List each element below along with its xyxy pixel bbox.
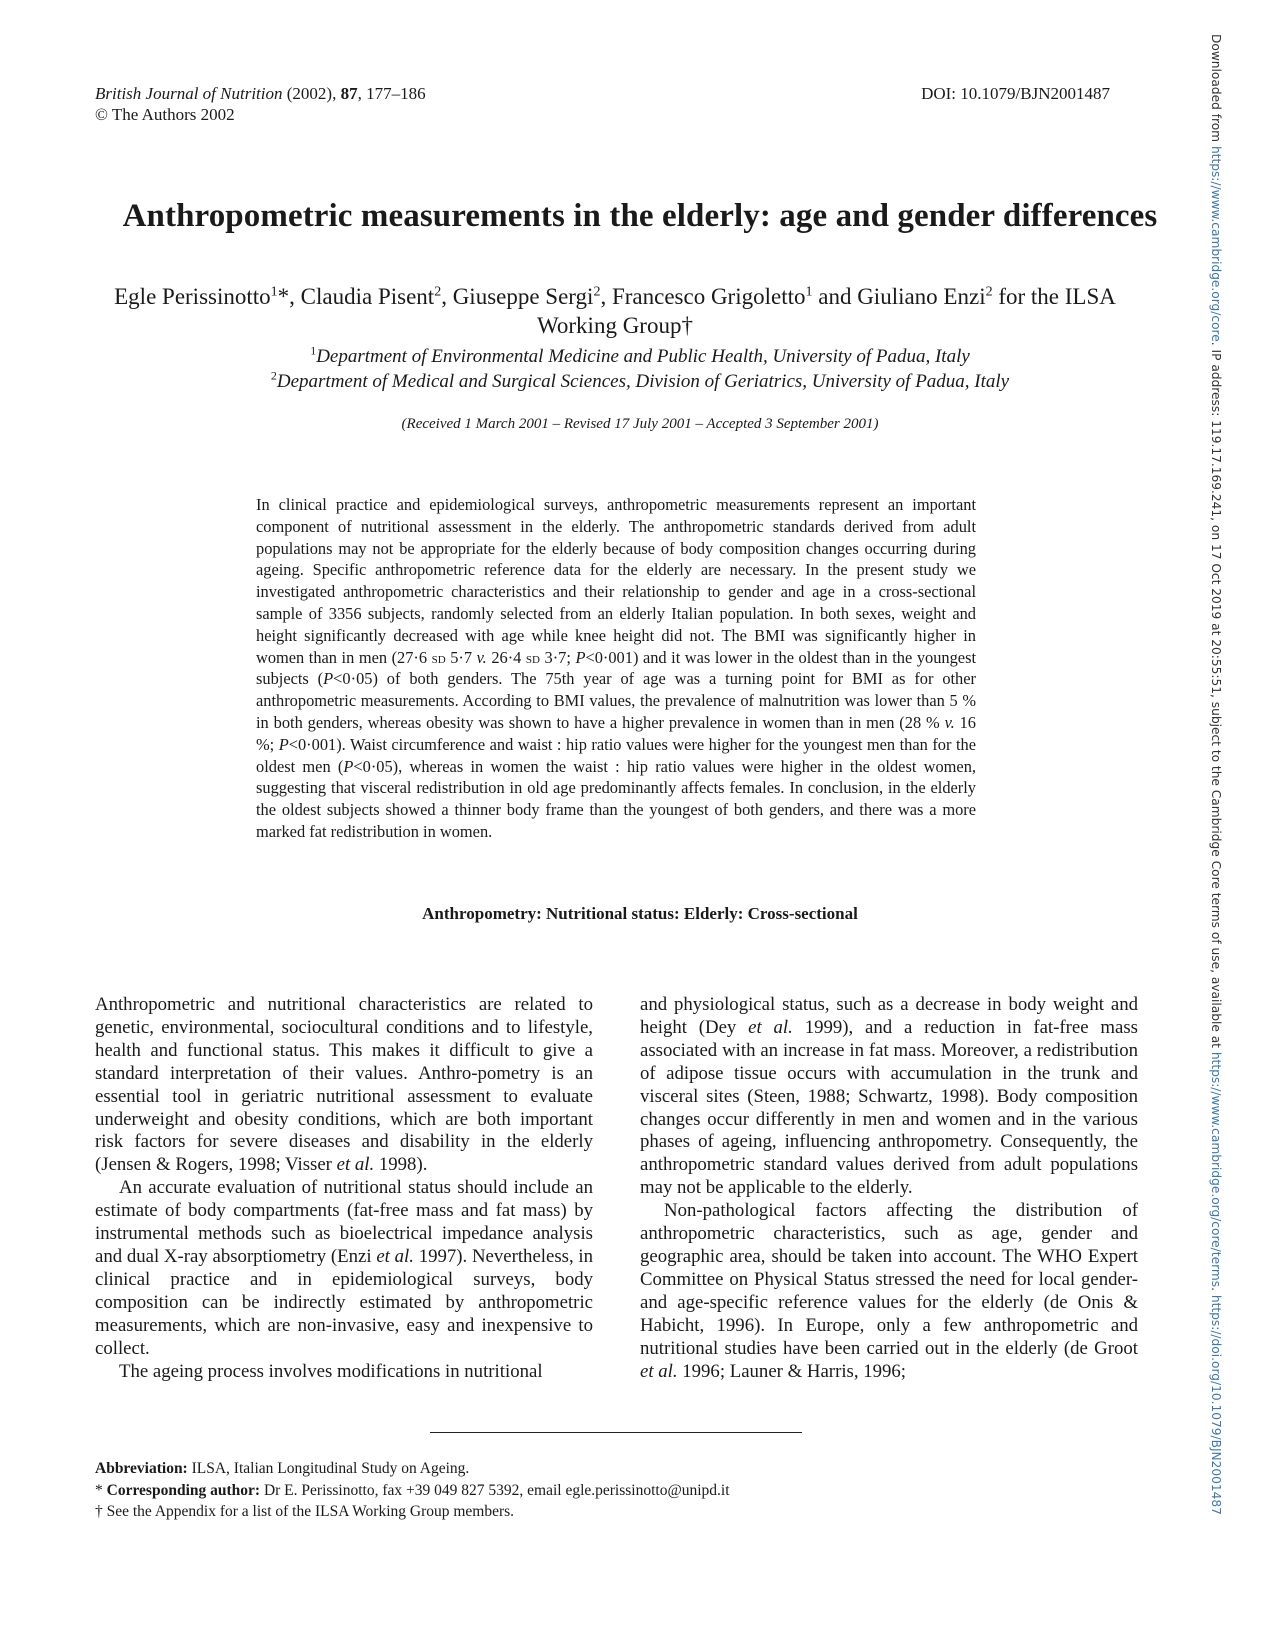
- author-sup: 1: [270, 284, 278, 300]
- affiliation-2: [60, 370, 1220, 394]
- download-text: .: [1209, 1287, 1223, 1295]
- abstract-sd: sd: [525, 647, 540, 667]
- journal-volume: 87: [340, 84, 358, 103]
- affiliation-sup: 1: [310, 343, 317, 358]
- body-paragraph: [640, 1200, 1138, 1383]
- keywords: Anthropometry: Nutritional status: Elderly: Cross-sectional: [422, 904, 858, 923]
- author-list: [95, 282, 1135, 340]
- terms-link[interactable]: https://www.cambridge.org/core/terms: [1209, 1051, 1223, 1288]
- author-name: , Giuseppe Sergi: [441, 284, 594, 309]
- footnote-corresponding: [95, 1480, 1135, 1502]
- et-al: et al.: [376, 1245, 414, 1267]
- affiliation-text: Department of Environmental Medicine and Public Health, University of Padua, Italy: [316, 346, 970, 367]
- footnote-label: Abbreviation:: [95, 1460, 188, 1477]
- abstract-text: <0·001) and it was lower in the oldest than in the youngest subjects (: [256, 647, 976, 689]
- affiliation-sup: 2: [270, 368, 277, 383]
- body-text: Non-pathological factors affecting the distribution of anthropometric characteristics, such as age, gender and geographic area, should be taken into account. The WHO Expert Committee on Physical Status stressed the need for local gender- and age-specific reference values for the elderly (de Onis & Habicht, 1996). In Europe, only a few anthropometric and nutritional studies have been carried out in the elderly (de Groot: [640, 1200, 1138, 1359]
- body-paragraph: The ageing process involves modifications in nutritional: [119, 1360, 543, 1382]
- footnote-mark: *: [95, 1481, 107, 1499]
- journal-citation: [95, 83, 426, 125]
- download-notice: [1206, 34, 1226, 1534]
- footnote-text: Dr E. Perissinotto, fax +39 049 827 5392, email egle.perissinotto@unipd.it: [260, 1481, 730, 1499]
- affiliation-text: Department of Medical and Surgical Sciences, Division of Geriatrics, University of Padua, Italy: [276, 371, 1010, 392]
- download-text: . IP address: 119.17.169.241, on 17 Oct 2019 at 20:55:51, subject to the Cambridge Core terms of use, available at: [1209, 341, 1223, 1052]
- body-text: An accurate evaluation of nutritional status should include an estimate of body compartments (fat-free mass and fat mass) by instrumental methods such as bioelectrical impedance analysis and dual X-ray absorptiometry (Enzi: [95, 1177, 593, 1267]
- author-sup: 2: [434, 284, 442, 300]
- abstract-text: 16 %;: [256, 712, 976, 754]
- corresponding-mark: *,: [277, 284, 301, 309]
- working-group: for the ILSA Working Group†: [537, 284, 1116, 338]
- body-paragraph: [640, 994, 1138, 1200]
- doi[interactable]: DOI: 10.1079/BJN2001487: [921, 84, 1110, 103]
- abstract-p: P: [575, 647, 586, 667]
- et-al: et al.: [748, 1016, 793, 1038]
- footnote-label: Corresponding author:: [106, 1481, 261, 1499]
- footnote-divider: [430, 1432, 802, 1433]
- body-text: 1997). Nevertheless, in clinical practice and in epidemiological surveys, body composition can be indirectly estimated by anthropometric measurements, which are non-invasive, easy and inexpensive to collect.: [95, 1245, 593, 1359]
- abstract-p: P: [323, 669, 334, 689]
- footnote-appendix: † See the Appendix for a list of the ILSA Working Group members.: [95, 1503, 515, 1520]
- doi-link[interactable]: https://doi.org/10.1079/BJN2001487: [1209, 1294, 1223, 1515]
- abstract-sd: sd: [431, 647, 446, 667]
- author-name: Egle Perissinotto: [114, 284, 271, 309]
- abstract-versus: v.: [476, 647, 487, 667]
- abstract-text: 26·4: [486, 647, 526, 667]
- abstract-text: <0·05) of both genders. The 75th year of age was a turning point for BMI as for other anthropometric measurements. According to BMI values, the prevalence of malnutrition was lower than 5 % in both genders, whereas obesity was shown to have a higher prevalence in women than in men (28 %: [256, 669, 976, 732]
- footnotes: [95, 1458, 1135, 1523]
- abstract-p: P: [278, 734, 289, 754]
- journal-name: British Journal of Nutrition: [95, 84, 283, 103]
- abstract-text: 5·7: [445, 647, 477, 667]
- abstract-text: <0·001). Waist circumference and waist : hip ratio values were higher for the youngest men than for the oldest men (: [256, 734, 976, 776]
- author-name: , Francesco Grigoletto: [600, 284, 806, 309]
- abstract-text: <0·05), whereas in women the waist : hip ratio values were higher in the oldest women, suggesting that visceral redistribution in old age predominantly affects females. In conclusion, in the elderly the oldest subjects showed a thinner body frame than the youngest of both genders, and there was a more marked fat redistribution in women.: [256, 756, 976, 841]
- body-text: Anthropometric and nutritional characteristics are related to genetic, environmental, sociocultural conditions and to lifestyle, health and functional status. This makes it difficult to give a standard interpretation of their values. Anthro-pometry is an essential tool in geriatric nutritional assessment to evaluate underweight and obesity conditions, which are both important risk factors for severe diseases and disability in the elderly (Jensen & Rogers, 1998; Visser: [95, 994, 593, 1176]
- abstract-text: In clinical practice and epidemiological surveys, anthropometric measurements represent an important component of nutritional assessment in the elderly. The anthropometric standards derived from adult populations may not be appropriate for the elderly because of body composition changes occurring during ageing. Specific anthropometric reference data for the elderly are necessary. In the present study we investigated anthropometric characteristics and their relationship to gender and age in a cross-sectional sample of 3356 subjects, randomly selected from an elderly Italian population. In both sexes, weight and height significantly decreased with age while knee height did not. The BMI was significantly higher in women than in men (27·6: [256, 495, 976, 667]
- abstract-versus: v.: [944, 712, 955, 732]
- body-text: 1996; Launer & Harris, 1996;: [677, 1360, 907, 1382]
- affiliation-1: [60, 345, 1220, 369]
- abstract: [256, 494, 976, 843]
- body-text: 1998).: [374, 1154, 428, 1176]
- et-al: et al.: [640, 1360, 678, 1382]
- cambridge-core-link[interactable]: https://www.cambridge.org/core: [1209, 145, 1223, 342]
- author-name: Claudia Pisent: [300, 284, 435, 309]
- journal-year: (2002),: [286, 84, 337, 103]
- author-name: and Giuliano Enzi: [812, 284, 986, 309]
- received-dates: (Received 1 March 2001 – Revised 17 July 2001 – Accepted 3 September 2001): [401, 416, 879, 432]
- author-sup: 1: [805, 284, 813, 300]
- body-paragraph: [95, 994, 593, 1177]
- body-column-left: [95, 994, 593, 1383]
- body-paragraph: [95, 1177, 593, 1360]
- abstract-p: P: [343, 756, 354, 776]
- download-text: Downloaded from: [1209, 34, 1223, 146]
- author-sup: 2: [593, 284, 601, 300]
- body-column-right: [640, 994, 1138, 1383]
- footnote-abbreviation: [95, 1458, 1135, 1480]
- paper-title: Anthropometric measurements in the elderly: age and gender differences: [122, 198, 1158, 234]
- abstract-text: 3·7;: [539, 647, 576, 667]
- footnote-text: ILSA, Italian Longitudinal Study on Ageing.: [187, 1460, 470, 1477]
- et-al: et al.: [336, 1154, 375, 1176]
- author-sup: 2: [985, 284, 993, 300]
- body-text: and physiological status, such as a decrease in body weight and height (Dey: [640, 994, 1138, 1038]
- journal-pages: , 177–186: [357, 84, 426, 103]
- body-text: 1999), and a reduction in fat-free mass associated with an increase in fat mass. Moreover, a redistribution of adipose tissue occurs with accumulation in the trunk and visceral sites (Steen, 1988; Schwartz, 1998). Body composition changes occur differently in men and women and in the various phases of ageing, influencing anthropometry. Consequently, the anthropometric standard values derived from adult populations may not be applicable to the elderly.: [640, 1016, 1138, 1199]
- copyright: © The Authors 2002: [95, 105, 235, 124]
